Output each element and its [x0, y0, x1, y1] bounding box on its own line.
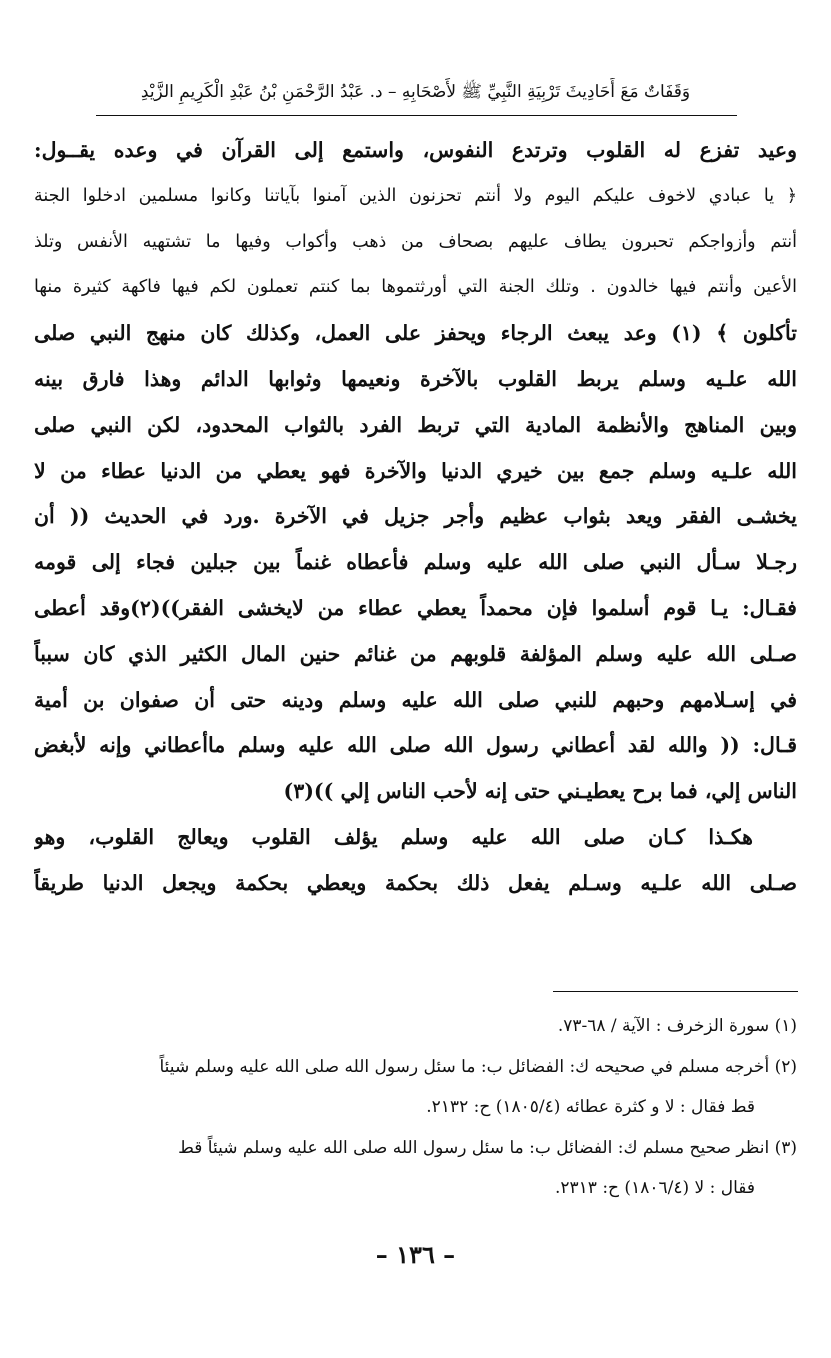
text-line: صـلى الله عليه وسلم المؤلفة قلوبهم من غنائم حنين المال الكثير الذي كان سبباً	[34, 641, 797, 666]
footnotes	[34, 1006, 797, 1209]
quran-line: الأعين وأنتم فيها خالدون . وتلك الجنة التي أورثتموها بما كنتم تعملون لكم فيها فاكهة كثيرة منها	[34, 277, 797, 298]
text-line: يخشـى الفقر ويعد بثواب عظيم وأجر جزيل في الآخرة .ورد في الحديث (( أن	[34, 504, 797, 529]
text-line: رجـلا سـأل النبي صلى الله عليه وسلم فأعطاه غنماً بين جبلين فجاء إلى قومه	[34, 550, 797, 575]
footnote: (٢) أخرجه مسلم في صحيحه ك: الفضائل ب: ما سئل رسول الله صلى الله عليه وسلم شيئاً	[159, 1056, 797, 1077]
text-line: صـلى الله علـيه وسـلم يفعل ذلك بحكمة ويعطي بحكمة ويجعل الدنيا طريقاً	[34, 870, 797, 895]
main-text	[34, 128, 797, 907]
text-line: الناس إلي، فما برح يعطيـني حتى إنه لأحب الناس إلي ))(٣)	[283, 779, 797, 804]
running-header: وَقَفَاتٌ مَعَ أَحَادِيثَ تَرْبِيَةِ النَّبِيِّ ﷺ لأَصْحَابِهِ – د. عَبْدُ الرَّحْمَنِ بْنُ عَبْدِ الْكَرِيمِ الزَّيْدِ	[140, 82, 691, 102]
footnote-continuation: قط فقال : لا و كثرة عطائه (١٨٠٥/٤) ح: ٢١٣٢.	[426, 1097, 755, 1117]
text-line: وبين المناهج والأنظمة المادية التي تربط الفرد بالثواب المحدود، لكن النبي صلى	[34, 412, 797, 437]
text-line: قـال: (( والله لقد أعطاني رسول الله صلى الله عليه وسلم ماأعطاني وإنه لأبغض	[34, 733, 797, 758]
footnote-continuation: فقال : لا (١٨٠٦/٤) ح: ٢٣١٣.	[554, 1178, 755, 1198]
footnote: (١) سورة الزخرف : الآية / ٦٨-٧٣.	[557, 1016, 797, 1036]
text-line: هكـذا كـان صلى الله عليه وسلم يؤلف القلوب ويعالج القلوب، وهو	[34, 824, 753, 849]
text-line: في إسـلامهم وحبهم للنبي صلى الله عليه وسلم ودينه حتى أن صفوان بن أمية	[34, 687, 797, 712]
text-line: تأكلون ﴾ (١) وعد يبعث الرجاء ويحفز على العمل، وكذلك كان منهج النبي صلى	[34, 321, 797, 346]
header-divider	[96, 115, 737, 116]
quran-line: ﴿ يا عبادي لاخوف عليكم اليوم ولا أنتم تحزنون الذين آمنوا بآياتنا وكانوا مسلمين ادخلوا الجنة	[34, 185, 797, 206]
text-line: الله علـيه وسلم يربط القلوب بالآخرة ونعيمها وثوابها الدائم وهذا فارق بينه	[34, 366, 797, 391]
quran-line: أنتم وأزواجكم تحبرون يطاف عليهم بصحاف من ذهب وأكواب وفيها ما تشتهيه الأنفس وتلذ	[34, 231, 797, 252]
page-number: – ١٣٦ –	[375, 1240, 456, 1269]
text-line: الله علـيه وسلم جمع بين خيري الدنيا والآخرة فهو يعطي من الدنيا عطاء من لا	[34, 458, 797, 483]
footnote: (٣) انظر صحيح مسلم ك: الفضائل ب: ما سئل رسول الله صلى الله عليه وسلم شيئاً قط	[178, 1137, 797, 1158]
footnote-divider	[553, 991, 798, 992]
text-line: وعيد تفزع له القلوب وترتدع النفوس، واستمع إلى القرآن في وعده يقــول:	[34, 138, 797, 162]
text-line: فقـال: يـا قوم أسلموا فإن محمداً يعطي عطاء من لايخشى الفقر))(٢)وقد أعطى	[34, 595, 797, 620]
